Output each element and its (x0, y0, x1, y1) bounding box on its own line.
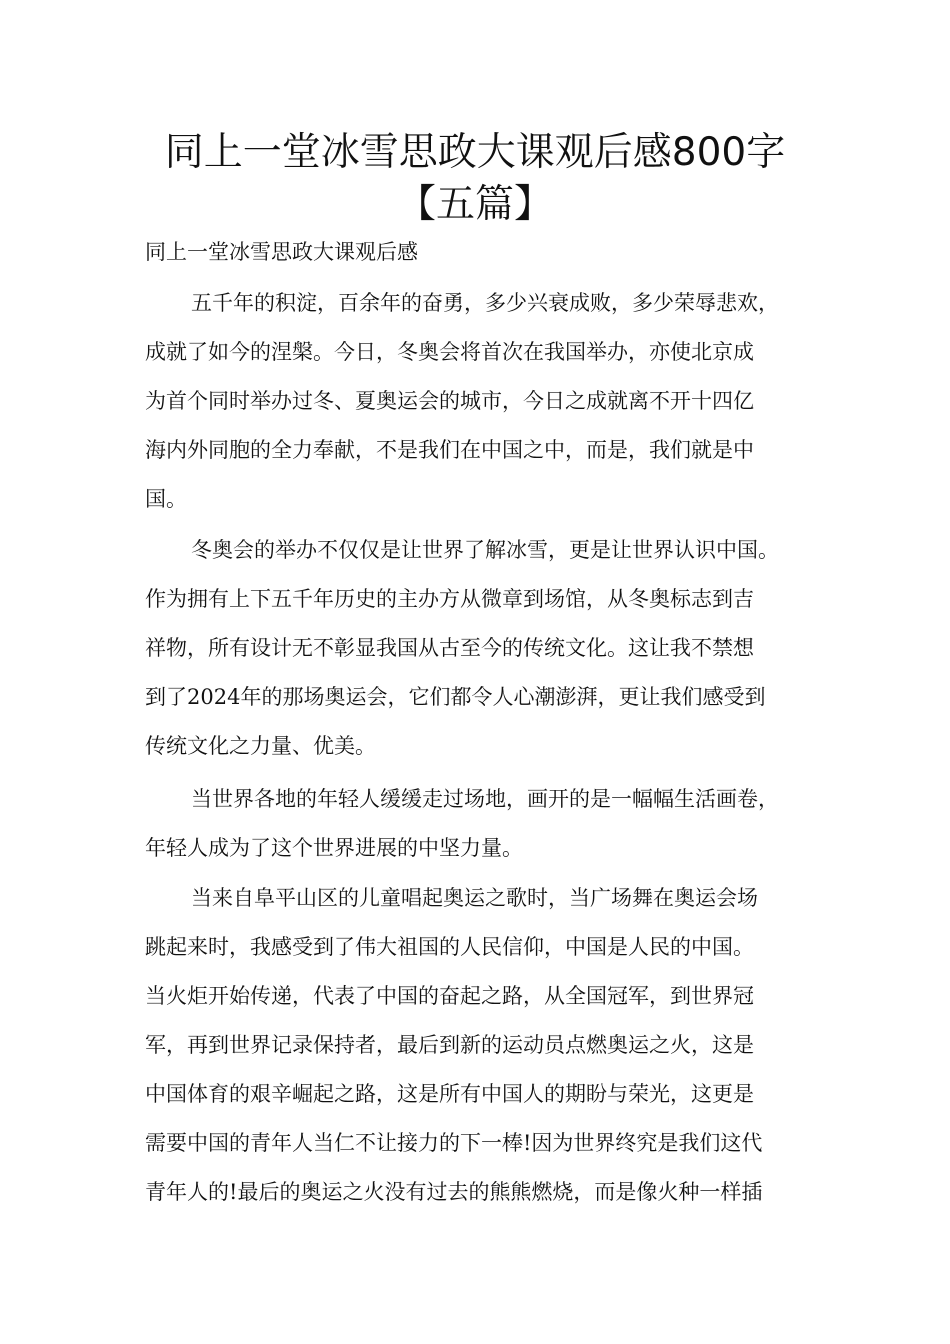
text-line: 跳起来时，我感受到了伟大祖国的人民信仰，中国是人民的中国。 (145, 935, 754, 959)
text-line: 海内外同胞的全力奉献，不是我们在中国之中，而是，我们就是中 (145, 438, 754, 462)
text-line: 到了2024年的那场奥运会，它们都令人心潮澎湃，更让我们感受到 (145, 685, 766, 709)
text-line: 成就了如今的涅槃。今日，冬奥会将首次在我国举办，亦使北京成 (145, 340, 754, 364)
text-line: 为首个同时举办过冬、夏奥运会的城市，今日之成就离不开十四亿 (145, 389, 754, 413)
text-line: 国。 (145, 487, 187, 511)
text-line: 五千年的积淀，百余年的奋勇，多少兴衰成败，多少荣辱悲欢， (191, 291, 779, 315)
text-line: 作为拥有上下五千年历史的主办方从微章到场馆，从冬奥标志到吉 (145, 587, 754, 611)
text-line: 当世界各地的年轻人缓缓走过场地，画开的是一幅幅生活画卷， (191, 787, 779, 811)
text-line: 年轻人成为了这个世界进展的中坚力量。 (145, 836, 523, 860)
text-line: 冬奥会的举办不仅仅是让世界了解冰雪，更是让世界认识中国。 (191, 538, 779, 562)
text-line: 军，再到世界记录保持者，最后到新的运动员点燃奥运之火，这是 (145, 1033, 754, 1057)
text-line: 传统文化之力量、优美。 (145, 734, 376, 758)
text-line: 当火炬开始传递，代表了中国的奋起之路，从全国冠军，到世界冠 (145, 984, 754, 1008)
text-line: 中国体育的艰辛崛起之路，这是所有中国人的期盼与荣光，这更是 (145, 1082, 754, 1106)
text-line: 祥物，所有设计无不彰显我国从古至今的传统文化。这让我不禁想 (145, 636, 754, 660)
text-line: 需要中国的青年人当仁不让接力的下一棒!因为世界终究是我们这代 (145, 1131, 763, 1155)
document-title-suffix: 【五篇】 (396, 182, 553, 227)
text-line: 当来自阜平山区的儿童唱起奥运之歌时，当广场舞在奥运会场 (191, 886, 758, 910)
section-heading: 同上一堂冰雪思政大课观后感 (145, 240, 418, 264)
text-line: 青年人的!最后的奥运之火没有过去的熊熊燃烧，而是像火种一样插 (145, 1180, 763, 1204)
document-title: 同上一堂冰雪思政大课观后感800字 (164, 130, 786, 175)
